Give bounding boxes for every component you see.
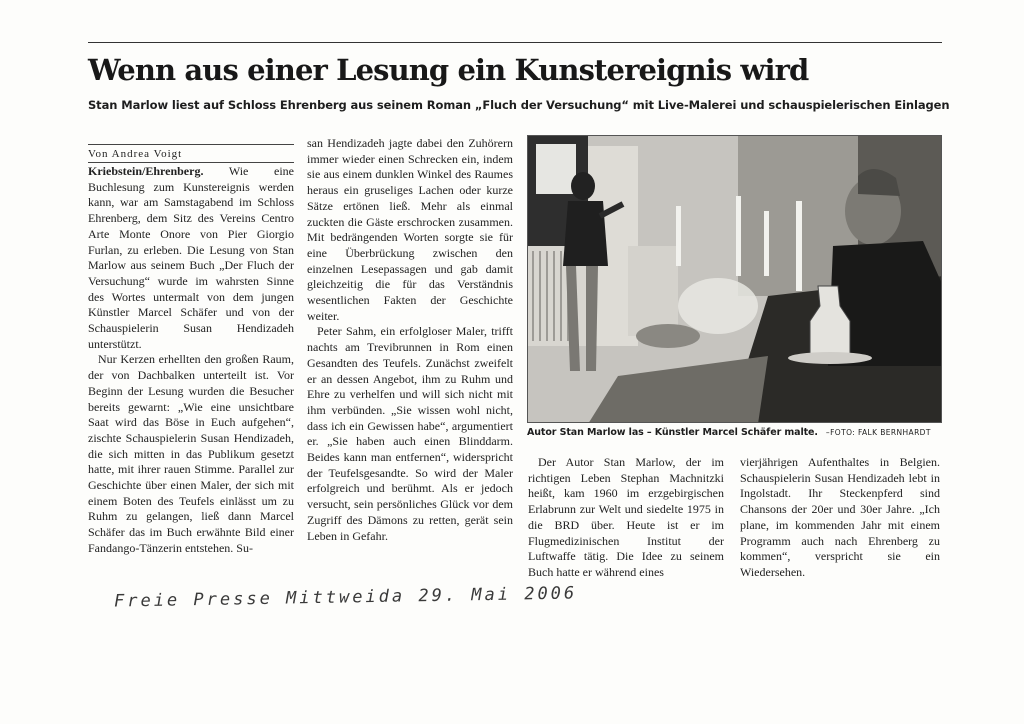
paragraph: Nur Kerzen erhellten den großen Raum, der von Dachbalken unterteilt ist. Vor Beginn der Lesung wurden die Besucher bereits gewarnt: „Wie eine unsichtbare Saat wird das Böse in Euch aufgehen“, zischte Schauspielerin Susan Hendizadeh, die sich mitten in das Publikum gesetzt hatte, mit ihrer rauen Stimme. Parallel zur Geschichte über einen Maler, der sich mit einem Boten des Teufels einlässt um zu Ruhm zu gelangen, ließ dann Marcel Schäfer das im Buch erwähnte Bild einer Fandango-Tänzerin entstehen. Su- [88,352,294,555]
byline: Von Andrea Voigt [88,144,294,163]
paragraph: Peter Sahm, ein erfolgloser Maler, trifft nachts am Trevibrunnen in Rom einen Gesandten des Teufels. Zunächst zweifelt er an dessen Angebot, ihm zu Ruhm und Ehre zu verhelfen und will sich nicht mit ihm verbünden. „Sie wissen wohl nicht, dass ich ein Gewissen habe“, argumentiert er. „Sie haben auch einen Blinddarm. Beides kann man entfernen“, widerspricht der Teufelsgesandte. So wird der Maler erfolgreich und berühmt. Als er jedoch versucht, sein persönliches Glück vor dem Zugriff des Dämons zu retten, gerät sein Leben in Gefahr. [307,324,513,543]
paragraph: Der Autor Stan Marlow, der im richtigen Leben Stephan Machnitzki heißt, kam 1960 im erzgebirgischen Erlabrunn zur Welt und siedelte 1975 in die BRD über. Heute ist er im Flugmedizinischen Institut der Luftwaffe tätig. Die Idee zu seinem Buch hatte er während eines [528,455,724,579]
column-2 [307,136,513,544]
photo-illustration [528,136,942,423]
top-rule [88,42,942,43]
photo-credit: –FOTO: FALK BERNHARDT [825,428,931,437]
column-4 [740,455,940,581]
paragraph [88,164,294,352]
dateline: Kriebstein/Ehrenberg. [88,164,204,178]
photo-caption [527,426,945,440]
article-subtitle: Stan Marlow liest auf Schloss Ehrenberg aus seinem Roman „Fluch der Versuchung“ mit Live-Malerei und schauspielerischen Einlagen [88,98,950,112]
article-photo [527,135,942,423]
paragraph: san Hendizadeh jagte dabei den Zuhörern immer wieder einen Schrecken ein, indem sie aus einem dunklen Winkel des Raumes heraus ein gruseliges Lachen oder kurze Sätze ertönen ließ. Mehr als einmal zuckten die Gäste erschrocken zusammen. Mit bedrängenden Worten sorgte sie für eine Überbrückung zwischen den einzelnen Lesepassagen und gab damit gleichzeitig die für das Verständnis wesentlichen Fakten der Geschichte weiter. [307,136,513,323]
column-3 [528,455,724,581]
caption-text: Autor Stan Marlow las – Künstler Marcel Schäfer malte. [527,427,818,438]
article-headline: Wenn aus einer Lesung ein Kunstereignis wird [88,53,809,87]
handwritten-source-note: Freie Presse Mittweida 29. Mai 2006 [113,583,578,612]
paragraph-text: Wie eine Buchlesung zum Kunstereignis werden kann, war am Samstagabend im Schloss Ehrenberg, dem Sitz des Vereins Centro Arte Monte Onore von Pier Giorgio Furlan, zu erleben. Die Lesung von Stan Marlow aus seinem Buch „Der Fluch der Versuchung“ wurde im wahrsten Sinne des Wortes untermalt von dem jungen Künstler Marcel Schäfer und von der Schauspielerin Susan Hendizadeh unterstützt. [88,164,294,351]
column-1 [88,164,294,557]
paragraph: vierjährigen Aufenthaltes in Belgien. Schauspielerin Susan Hendizadeh lebt in Ingolstadt. Ihr Steckenpferd sind Chansons der 20er und 30er Jahre. „Ich plane, im kommenden Jahr mit einem Programm auch nach Ehrenberg zu kommen“, verspricht sie ein Wiedersehen. [740,455,940,579]
